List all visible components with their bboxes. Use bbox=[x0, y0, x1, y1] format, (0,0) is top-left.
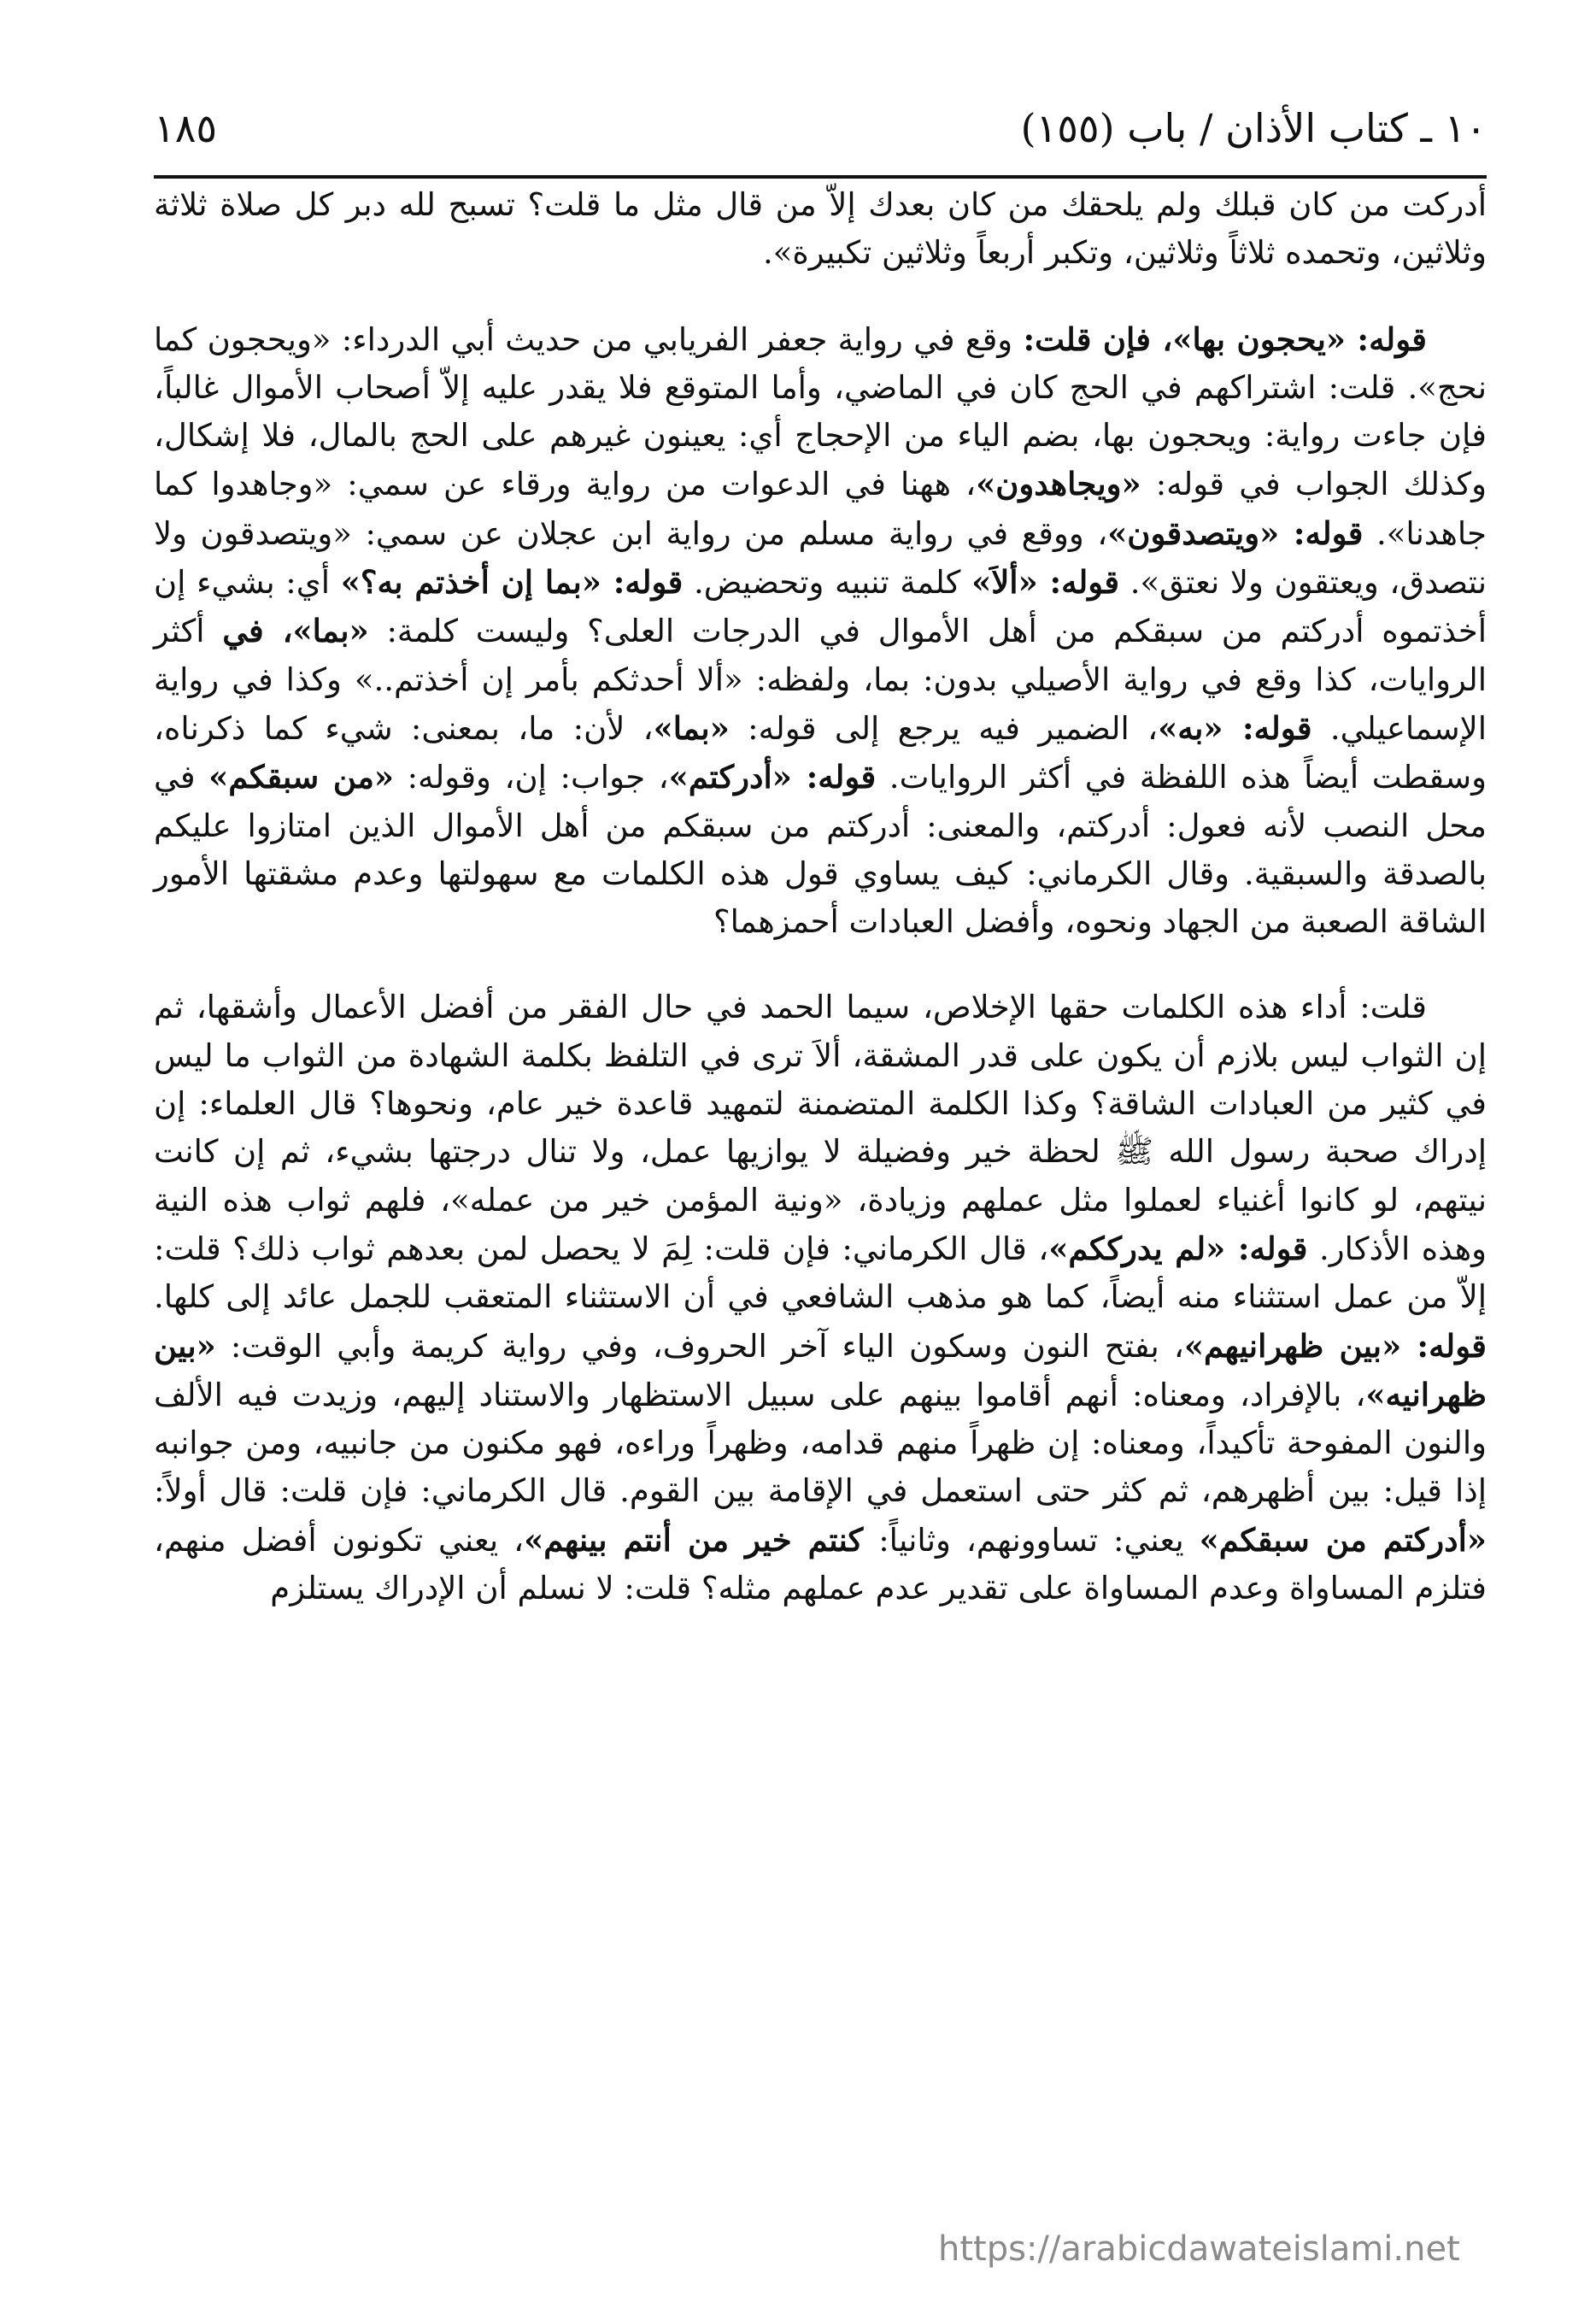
paragraph-2 bbox=[154, 315, 1487, 947]
bold-phrase: قوله: «أدركتم» bbox=[668, 758, 877, 796]
text-run: ، ووقع في رواية مسلم من رواية ابن عجلان عن سمي: «ويتصدقون ولا نتصدق، ويعتقون ولا نعتق». bbox=[154, 514, 1487, 602]
bold-phrase: «بين ظهرانيه» bbox=[154, 1326, 1487, 1413]
text-body bbox=[154, 181, 1487, 1612]
paragraph-1: أدركت من كان قبلك ولم يلحقك من كان بعدك إلاّ من قال مثل ما قلت؟ تسبح لله دبر كل صلاة ثلاثة وثلاثين، وتحمده ثلاثاً وثلاثين، وتكبر أربعاً وثلاثين تكبيرة». bbox=[154, 186, 1487, 272]
text-run: ، يعني تكونون أفضل منهم، فتلزم المساواة وعدم المساواة على تقدير عدم عملهم مثله؟ قلت: لا نسلم أن الإدراك يستلزم bbox=[154, 1521, 1487, 1607]
page-header bbox=[154, 94, 1487, 162]
header-rule bbox=[154, 175, 1487, 179]
text-run: أكثر الروايات، كذا وقع في رواية الأصيلي بدون: بما، ولفظه: «ألا أحدثكم بأمر إن أخذتم..» وكذا في رواية الإسماعيلي. bbox=[154, 613, 1487, 747]
bold-phrase: قوله: «ألاَ» bbox=[971, 563, 1120, 602]
text-run: قلت: أداء هذه الكلمات حقها الإخلاص، سيما الحمد في حال الفقر من أفضل الأعمال وأشقها، ثم إن الثواب ليس بلازم أن يكون على قدر المشقة، ألاَ ترى في التلفظ بكلمة الشهادة من الثواب ما ليس في كثير من العبادات الشاقة؟ وكذا الكلمة المتضمنة لتمهيد قاعدة خير عام، ونحوها؟ قال العلماء: إن إدراك صحبة رسول الله ﷺ لحظة خير وفضيلة لا يوازيها عمل، ولا تنال درجتها بشيء، ثم إن كانت نيتهم، لو كانوا أغنياء لعملوا مثل عملهم وزيادة، «ونية المؤمن خير من عمله»، فلهم ثواب هذه النية وهذه الأذكار. bbox=[154, 989, 1487, 1267]
text-run: كلمة تنبيه وتحضيض. bbox=[683, 564, 972, 602]
page-number: ١٨٥ bbox=[154, 105, 218, 151]
bold-phrase: قوله: «ويتصدقون» bbox=[1107, 514, 1364, 552]
bold-phrase: «من سبقكم» bbox=[208, 758, 395, 796]
bold-phrase: قوله: «يحجون بها»، فإن قلت: bbox=[1023, 320, 1427, 358]
bold-phrase: «أدركتم من سبقكم» bbox=[1199, 1520, 1487, 1559]
text-run: ، قال الكرماني: فإن قلت: لِمَ لا يحصل لمن بعدهم ثواب ذلك؟ قلت: إلاّ من عمل استثناء منه أيضاً، كما هو مذهب الشافعي في أن الاستثناء المتعقب للجمل عائد إلى كلها. bbox=[154, 1230, 1487, 1316]
paragraph-3 bbox=[154, 984, 1487, 1612]
text-run: وقع في رواية جعفر الفريابي من حديث أبي الدرداء: «ويحجون كما نحج». قلت: اشتراكهم في الحج كان في الماضي، وأما المتوقع فلا يقدر عليه إلاّ أصحاب الأموال غالباً، فإن جاءت رواية: ويحجون بها، بضم الياء من الإحجاج أي: يعينون غيرهم على الحج بالمال، فلا إشكال، وكذلك الجواب في قوله: bbox=[154, 320, 1487, 503]
watermark-url: https://arabicdawateislami.net bbox=[938, 2229, 1460, 2269]
text-run: ، لأن: ما، بمعنى: شيء كما ذكرناه، وسقطت أيضاً هذه اللفظة في أكثر الروايات. bbox=[154, 709, 1487, 796]
bold-phrase: قوله: «به» bbox=[1158, 708, 1312, 747]
bold-phrase: كنتم خير من أنتم بينهم» bbox=[524, 1520, 864, 1559]
bold-phrase: «بما» bbox=[653, 708, 730, 747]
text-run: ، الضمير فيه يرجع إلى قوله: bbox=[729, 709, 1159, 747]
bold-phrase: قوله: «بما إن أخذتم به؟» bbox=[340, 563, 684, 602]
running-title: ١٠ ـ كتاب الأذان / باب (١٥٥) bbox=[1020, 105, 1487, 151]
text-run: في محل النصب لأنه فعول: أدركتم، والمعنى: أدركتم من سبقكم من أهل الأموال الذين امتازوا عليكم بالصدقة والسبقية. وقال الكرماني: كيف يساوي قول هذه الكلمات مع سهولتها وعدم مشقتها الأمور الشاقة الصعبة من الجهاد ونحوه، وأفضل العبادات أحمزهما؟ bbox=[154, 759, 1487, 941]
text-run: ، بفتح النون وسكون الياء آخر الحروف، وفي رواية كريمة وأبي الوقت: bbox=[215, 1327, 1184, 1365]
bold-phrase: «بما»، في bbox=[222, 612, 369, 650]
text-run: ، جواب: إن، وقوله: bbox=[394, 759, 669, 796]
bold-phrase: قوله: «بين ظهرانيهم» bbox=[1183, 1326, 1487, 1365]
bold-phrase: قوله: «لم يدرككم» bbox=[1048, 1229, 1308, 1267]
text-run: ، بالإفراد، ومعناه: أنهم أقاموا بينهم على سبيل الاستظهار والاستناد إليهم، وزيدت فيه الألف والنون المفوحة تأكيداً، ومعناه: إن ظهراً منهم قدامه، وظهراً وراءه، فهو مكنون من جانبيه، ومن جوانبه إذا قيل: بين أظهرهم، ثم كثر حتى استعمل في الإقامة بين القوم. قال الكرماني: فإن قلت: قال أولاً: bbox=[154, 1376, 1487, 1510]
bold-phrase: «ويجاهدون» bbox=[976, 465, 1141, 503]
text-run: يعني: تساوونهم، وثانياً: bbox=[863, 1521, 1200, 1559]
text-run: أي: بشيء إن أخذتموه أدركتم من سبقكم من أهل الأموال في الدرجات العلى؟ وليست كلمة: bbox=[154, 564, 1487, 650]
text-run: ، ههنا في الدعوات من رواية ورقاء عن سمي: «وجاهدوا كما جاهدنا». bbox=[154, 466, 1487, 552]
